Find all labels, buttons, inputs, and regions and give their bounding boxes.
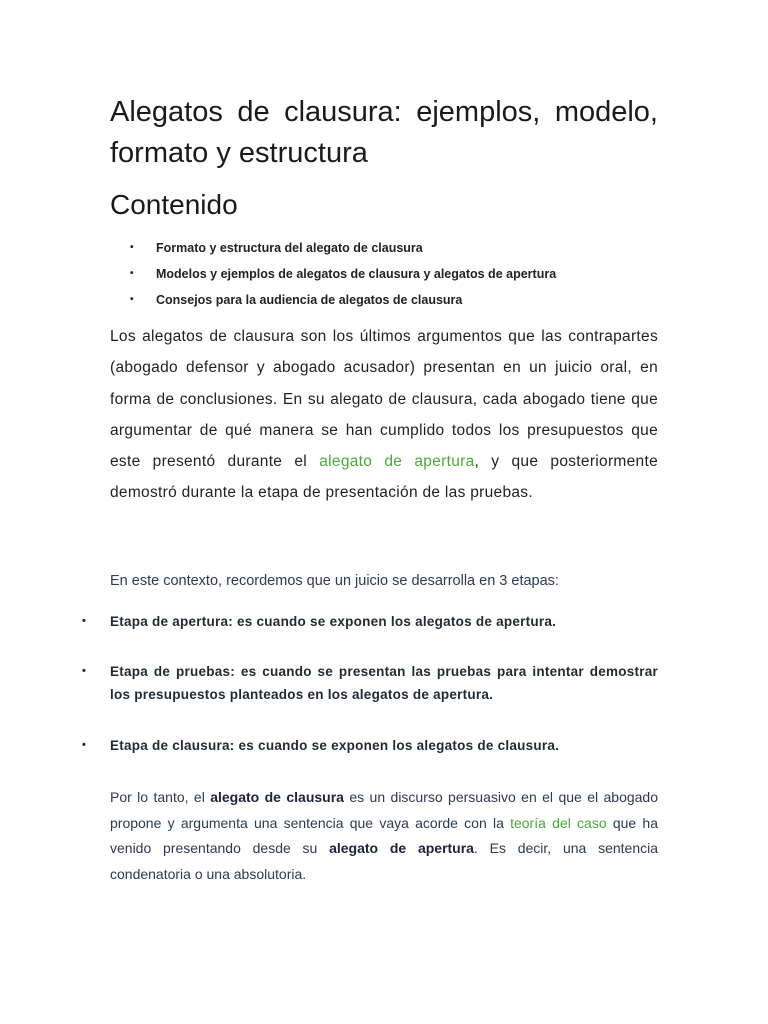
toc-item[interactable] xyxy=(130,261,556,287)
stage-text: Etapa de apertura: es cuando se exponen los alegatos de apertura. xyxy=(110,614,557,629)
stage-text: Etapa de clausura: es cuando se exponen los alegatos de clausura. xyxy=(110,738,560,753)
bullet-icon: • xyxy=(130,294,134,305)
page-title: Alegatos de clausura: ejemplos, modelo, formato y estructura xyxy=(110,96,658,169)
bullet-icon: • xyxy=(130,268,134,279)
bold-term: alegato de apertura xyxy=(329,840,474,857)
conclusion-text: Por lo tanto, el xyxy=(110,789,211,805)
contents-heading: Contenido xyxy=(110,189,238,220)
toc-item[interactable] xyxy=(130,235,556,261)
stage-list-item xyxy=(82,734,658,757)
conclusion-text: . Es decir, una sentencia condenatoria o una absolutoria. xyxy=(110,840,659,883)
bullet-icon: • xyxy=(82,665,86,677)
stage-list-item xyxy=(82,660,658,706)
bullet-icon: • xyxy=(130,242,134,253)
toc-item[interactable] xyxy=(130,287,556,313)
teoria-del-caso-link[interactable]: teoría del caso xyxy=(510,814,607,831)
intro-paragraph xyxy=(110,321,658,509)
bullet-icon: • xyxy=(82,615,86,627)
table-of-contents xyxy=(130,235,556,313)
stage-text: Etapa de pruebas: es cuando se presentan las pruebas para intentar demostrar los presupuestos planteados en los alegatos de apertura. xyxy=(110,664,658,702)
conclusion-text: es un discurso persuasivo en el que el abogado propone y argumenta una sentencia que vaya acorde con la xyxy=(110,789,658,831)
toc-item-label: Consejos para la audiencia de alegatos de clausura xyxy=(156,293,463,307)
intro-text: Los alegatos de clausura son los últimos argumentos que las contrapartes (abogado defensor y abogado acusador) presentan en un juicio oral, en forma de conclusiones. En su alegato de clausura, cada abogado tiene que argumentar de qué manera se han cumplido todos los presupuestos que este presentó durante el xyxy=(110,328,658,471)
conclusion-text: que ha venido presentando desde su xyxy=(110,814,658,857)
bold-term: alegato de clausura xyxy=(210,789,344,805)
toc-item-label: Formato y estructura del alegato de clausura xyxy=(156,241,423,255)
toc-item-label: Modelos y ejemplos de alegatos de clausura y alegatos de apertura xyxy=(156,267,557,281)
context-sentence: En este contexto, recordemos que un juicio se desarrolla en 3 etapas: xyxy=(110,573,559,589)
bullet-icon: • xyxy=(82,739,86,751)
intro-text: , y que posteriormente demostró durante la etapa de presentación de las pruebas. xyxy=(110,453,659,502)
stage-list-item xyxy=(82,610,658,633)
conclusion-paragraph xyxy=(110,785,658,888)
alegato-de-apertura-link[interactable]: alegato de apertura xyxy=(319,453,475,471)
